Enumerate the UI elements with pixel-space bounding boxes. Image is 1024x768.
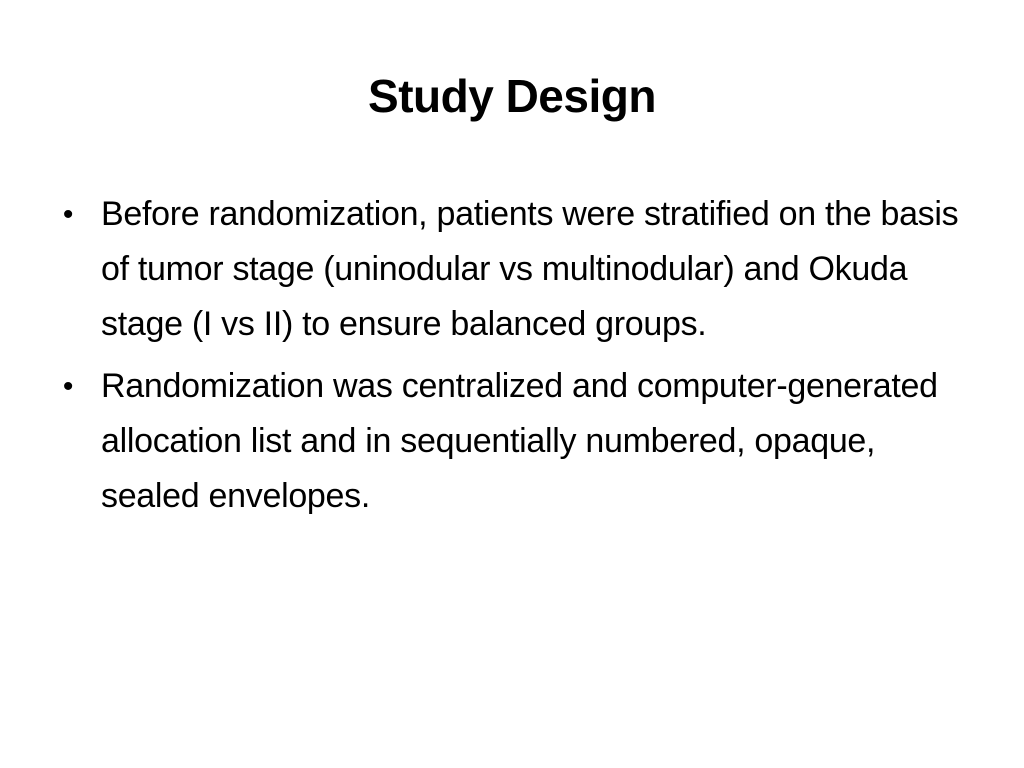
slide-title: Study Design (368, 70, 656, 122)
bullet-list (58, 187, 968, 531)
bullet-text: Before randomization, patients were stratified on the basis of tumor stage (uninodular vs multinodular) and Okuda stage (I vs II) to ensure balanced groups. (101, 195, 959, 343)
bullet-dot-icon: • (62, 370, 74, 403)
bullet-item-randomization (58, 359, 968, 524)
bullet-item-stratification (58, 187, 968, 352)
bullet-text: Randomization was centralized and computer-generated allocation list and in sequentially numbered, opaque, sealed envelopes. (101, 367, 938, 515)
bullet-dot-icon: • (62, 198, 74, 231)
